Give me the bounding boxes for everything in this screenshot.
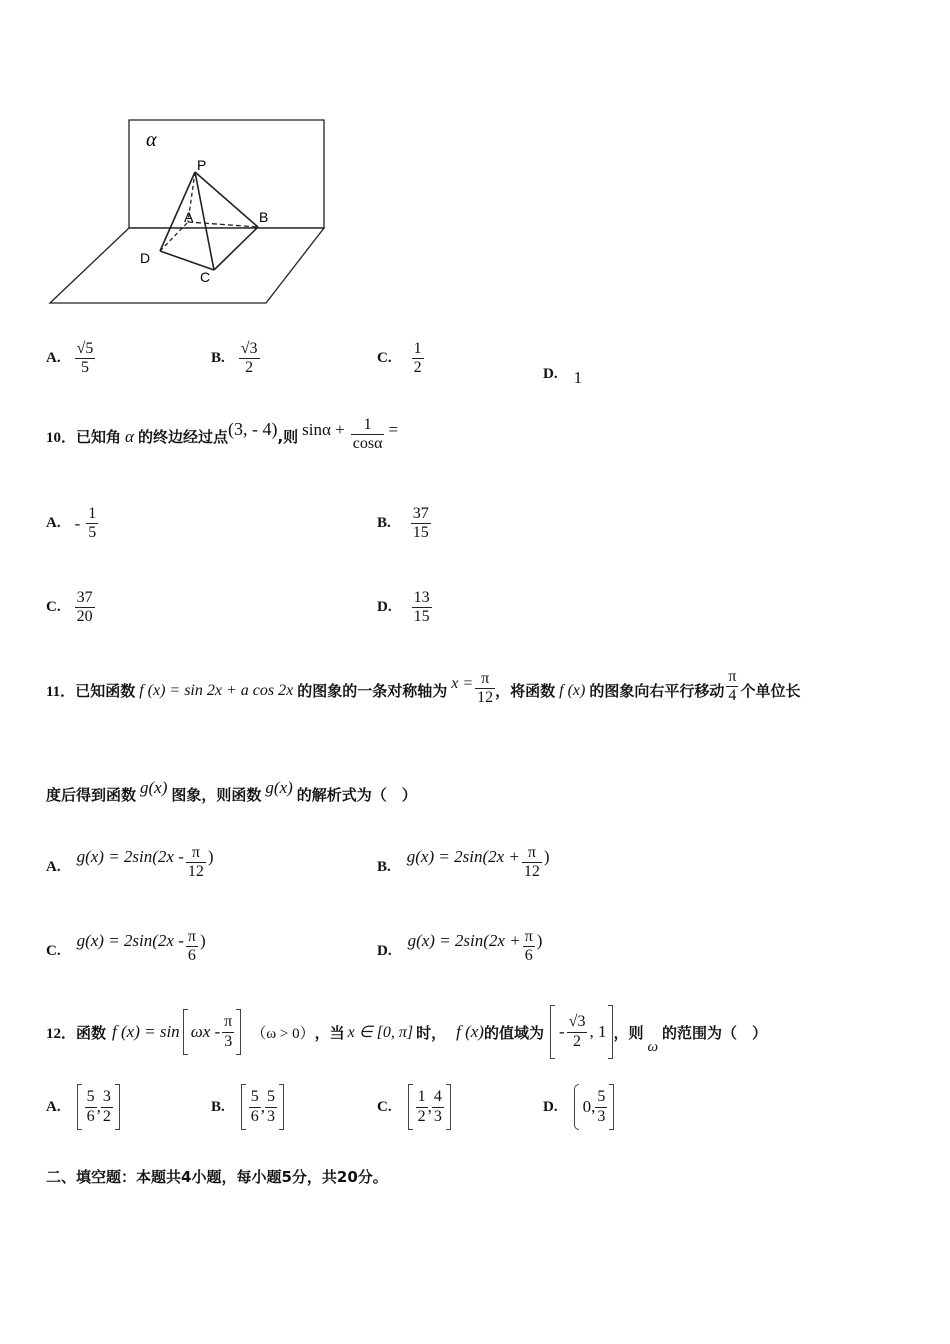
- math-expr: g(x) = 2sin(2x -: [76, 846, 184, 866]
- fraction: $\frac{\pi}{6}$: [524, 928, 533, 965]
- math-expr: f (x): [559, 681, 586, 699]
- math-alpha: α: [125, 426, 134, 446]
- stem-text: 的图象向右平行移动: [589, 682, 725, 701]
- fraction: $\frac{5}{6}$: [86, 1088, 95, 1125]
- point-label-b: B: [259, 209, 269, 225]
- math-expr: f (x): [456, 1022, 484, 1041]
- plane-label: α: [146, 129, 157, 151]
- math-expr: ω: [647, 1038, 659, 1055]
- option-label: C.: [46, 599, 61, 616]
- fraction: $\frac{√3}{2}$: [240, 340, 258, 377]
- bracket-left: [408, 1084, 413, 1130]
- bracket-right: [609, 1084, 614, 1130]
- bracket-right: [115, 1084, 120, 1130]
- math-expr: g(x) = 2sin(2x +: [407, 930, 521, 950]
- q12-option-d[interactable]: [543, 1084, 614, 1130]
- point-label-p: P: [197, 157, 207, 173]
- q11-stem-line2: [46, 770, 417, 805]
- option-label: D.: [377, 599, 392, 616]
- point-label-a: A: [184, 209, 194, 225]
- option-label: A.: [46, 515, 61, 532]
- fraction: $\frac{√3}{2}$: [568, 1013, 586, 1050]
- sign: -: [558, 1022, 565, 1041]
- q10-option-a[interactable]: [46, 505, 98, 543]
- math-expr: f (x) = sin 2x + a cos 2x: [139, 681, 294, 699]
- question-number: 12．: [46, 1025, 77, 1042]
- stem-text: 的终边经过点: [137, 428, 228, 447]
- q9-option-c[interactable]: [377, 340, 424, 378]
- fraction: $\frac{1}{2}$: [417, 1088, 426, 1125]
- stem-text: 个单位长: [740, 682, 801, 701]
- fraction: $\frac{\pi}{4}$: [728, 668, 737, 705]
- fraction: $\frac{\pi}{12}$: [523, 844, 540, 881]
- q10-option-c[interactable]: [46, 589, 95, 627]
- q10-option-b[interactable]: [377, 505, 431, 543]
- stem-text: 时，: [416, 1023, 447, 1042]
- option-label: C.: [46, 943, 61, 960]
- q12-stem: [46, 1005, 767, 1059]
- math-point: (3, - 4): [227, 419, 278, 440]
- math-expr: x =: [451, 674, 474, 692]
- fraction: $\frac{13}{15}$: [413, 589, 430, 626]
- fraction: $\frac{37}{15}$: [412, 505, 429, 542]
- math-expr: =: [388, 419, 399, 439]
- stem-text: 图象，则函数: [171, 786, 262, 804]
- option-label: D.: [377, 943, 392, 960]
- q11-stem-line1: [46, 668, 801, 708]
- q9-option-d[interactable]: [543, 360, 582, 388]
- option-label: B.: [211, 350, 225, 367]
- fraction: $\frac{4}{3}$: [433, 1088, 442, 1125]
- math-expr: ): [536, 930, 543, 950]
- option-label: A.: [46, 859, 61, 876]
- section-heading: 二、填空题：本题共4小题，每小题5分，共20分。: [46, 1168, 388, 1186]
- bracket-left: [241, 1084, 246, 1130]
- fraction: $\frac{√5}{5}$: [76, 340, 94, 377]
- stem-text: 函数: [76, 1023, 107, 1042]
- q12-option-b[interactable]: B. $\frac{5}{6}$ , $\frac{5}{3}$: [211, 1084, 284, 1130]
- q11-option-b[interactable]: [377, 832, 550, 882]
- math-expr: g(x): [265, 777, 293, 797]
- stem-text: ,则: [277, 428, 299, 447]
- q10-stem: [46, 416, 399, 454]
- q9-option-b[interactable]: [211, 340, 260, 378]
- q11-option-a[interactable]: [46, 832, 214, 882]
- math-expr: ): [207, 846, 214, 866]
- stem-text: 已知函数: [75, 682, 136, 701]
- stem-text: 的解析式为（ ）: [296, 786, 417, 804]
- stem-text: ，将函数: [495, 682, 556, 701]
- math-expr: g(x) = 2sin(2x +: [406, 846, 520, 866]
- fraction: $\frac{3}{2}$: [102, 1088, 111, 1125]
- paren-left: [574, 1084, 579, 1130]
- math-expr: ωx -: [190, 1022, 221, 1041]
- option-label: C.: [377, 1098, 392, 1115]
- math-expr: f (x) = sin: [112, 1022, 180, 1041]
- stem-text: ，则: [613, 1023, 644, 1042]
- option-label: A.: [46, 350, 61, 367]
- stem-text: 的范围为（ ）: [662, 1023, 768, 1042]
- fraction: $\frac{1}{\cos\alpha}$: [352, 416, 383, 453]
- q9-option-a[interactable]: [46, 340, 95, 378]
- math-expr: , 1: [589, 1022, 607, 1041]
- q10-option-d[interactable]: [377, 589, 432, 627]
- paren-left: [183, 1009, 188, 1055]
- geometry-figure: [40, 110, 340, 315]
- math-expr: （ω > 0）: [251, 1025, 315, 1042]
- question-number: 11．: [46, 684, 76, 701]
- fraction: $\frac{\pi}{3}$: [224, 1013, 233, 1050]
- option-label: C.: [377, 350, 392, 367]
- fraction: $\frac{5}{6}$: [250, 1088, 259, 1125]
- option-label: D.: [543, 1098, 558, 1115]
- option-label: A.: [46, 1098, 61, 1115]
- bracket-left: [550, 1005, 555, 1059]
- bracket-right: [279, 1084, 284, 1130]
- point-label-c: C: [200, 269, 211, 285]
- math-expr: 0,: [582, 1097, 596, 1116]
- bracket-left: [77, 1084, 82, 1130]
- math-expr: ): [543, 846, 550, 866]
- point-label-d: D: [140, 250, 151, 266]
- math-expr: x ∈ [0, π]: [347, 1024, 414, 1041]
- q12-option-a[interactable]: A. $\frac{5}{6}$ , $\frac{3}{2}$: [46, 1084, 120, 1130]
- fraction: $\frac{\pi}{6}$: [187, 928, 196, 965]
- option-label: B.: [211, 1098, 225, 1115]
- bracket-right: [446, 1084, 451, 1130]
- fraction: $\frac{\pi}{12}$: [187, 844, 204, 881]
- stem-text: ，当: [314, 1023, 345, 1042]
- option-label: D.: [543, 365, 558, 382]
- option-value: 1: [573, 368, 583, 387]
- fraction: $\frac{5}{3}$: [597, 1088, 606, 1125]
- math-expr: sinα +: [302, 419, 345, 439]
- stem-text: 的图象的一条对称轴为: [297, 682, 448, 701]
- math-expr: ): [199, 930, 206, 950]
- q11-option-d[interactable]: [377, 916, 542, 966]
- stem-text: 已知角: [76, 428, 122, 447]
- stem-text: 度后得到函数: [46, 786, 137, 804]
- fraction: $\frac{5}{3}$: [267, 1088, 276, 1125]
- math-expr: g(x) = 2sin(2x -: [76, 930, 184, 950]
- q11-option-c[interactable]: [46, 916, 206, 966]
- stem-text: 的值域为: [483, 1023, 544, 1042]
- sign: -: [74, 513, 81, 533]
- fraction: $\frac{\pi}{12}$: [477, 670, 494, 707]
- option-label: B.: [377, 515, 391, 532]
- paren-right: [236, 1009, 241, 1055]
- q12-option-c[interactable]: C. $\frac{1}{2}$ , $\frac{4}{3}$: [377, 1084, 451, 1130]
- fraction: $\frac{1}{2}$: [413, 340, 422, 377]
- fraction: $\frac{1}{5}$: [88, 505, 97, 542]
- math-expr: g(x): [140, 777, 168, 797]
- fraction: $\frac{37}{20}$: [76, 589, 93, 626]
- question-number: 10．: [46, 430, 77, 447]
- option-label: B.: [377, 859, 391, 876]
